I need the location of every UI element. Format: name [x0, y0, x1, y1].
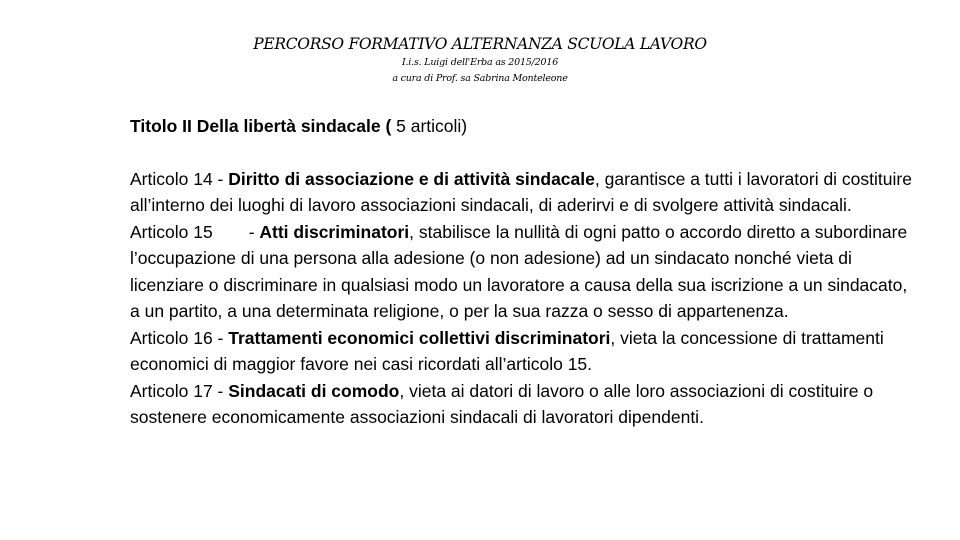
article-heading: Diritto di associazione e di attività sindacale — [228, 168, 595, 189]
article-number: Articolo 15 — [130, 221, 213, 242]
article-text: , vieta ai datori di lavoro o alle loro associazioni di costituire o sostenere economicamente associazioni sindacali di lavoratori dipendenti. — [130, 380, 874, 427]
article-16 — [130, 325, 920, 378]
section-title — [130, 113, 920, 140]
school-line: I.i.s. Luigi dell'Erba as 2015/2016 — [401, 57, 559, 68]
article-15 — [130, 219, 920, 325]
article-number: Articolo 14 - — [130, 168, 229, 189]
article-14 — [130, 166, 920, 219]
section-title-bold: Titolo II Della libertà sindacale ( — [130, 116, 392, 136]
article-text: , vieta la concessione di trattamenti economici di maggior favore nei casi ricordati all’articolo 15. — [130, 327, 884, 374]
section-title-rest: 5 articoli) — [391, 116, 468, 136]
article-dash: - — [248, 221, 260, 242]
article-17 — [130, 378, 920, 431]
article-text: , stabilisce la nullità di ogni patto o accordo diretto a subordinare l’occupazione di una persona alla adesione (o non adesione) ad un sindacato nonché vieta di licenziare o discriminare in qualsiasi modo un lavoratore a causa della sua iscrizione a un sindacato, a un partito, a una determinata religione, o per la sua razza o sesso di appartenenza. — [130, 221, 908, 321]
article-heading: Atti discriminatori — [259, 221, 410, 242]
author-line: a cura di Prof. sa Sabrina Monteleone — [392, 73, 568, 84]
document-header — [0, 33, 960, 87]
document-body — [130, 113, 920, 431]
article-number: Articolo 17 - — [130, 380, 229, 401]
article-heading: Sindacati di comodo — [228, 380, 400, 401]
article-number: Articolo 16 - — [130, 327, 229, 348]
article-heading: Trattamenti economici collettivi discriminatori — [228, 327, 611, 348]
document-title: PERCORSO FORMATIVO ALTERNANZA SCUOLA LAVORO — [253, 35, 707, 53]
article-text: , garantisce a tutti i lavoratori di costituire all’interno dei luoghi di lavoro associazioni sindacali, di aderirvi e di svolgere attività sindacali. — [130, 168, 912, 215]
